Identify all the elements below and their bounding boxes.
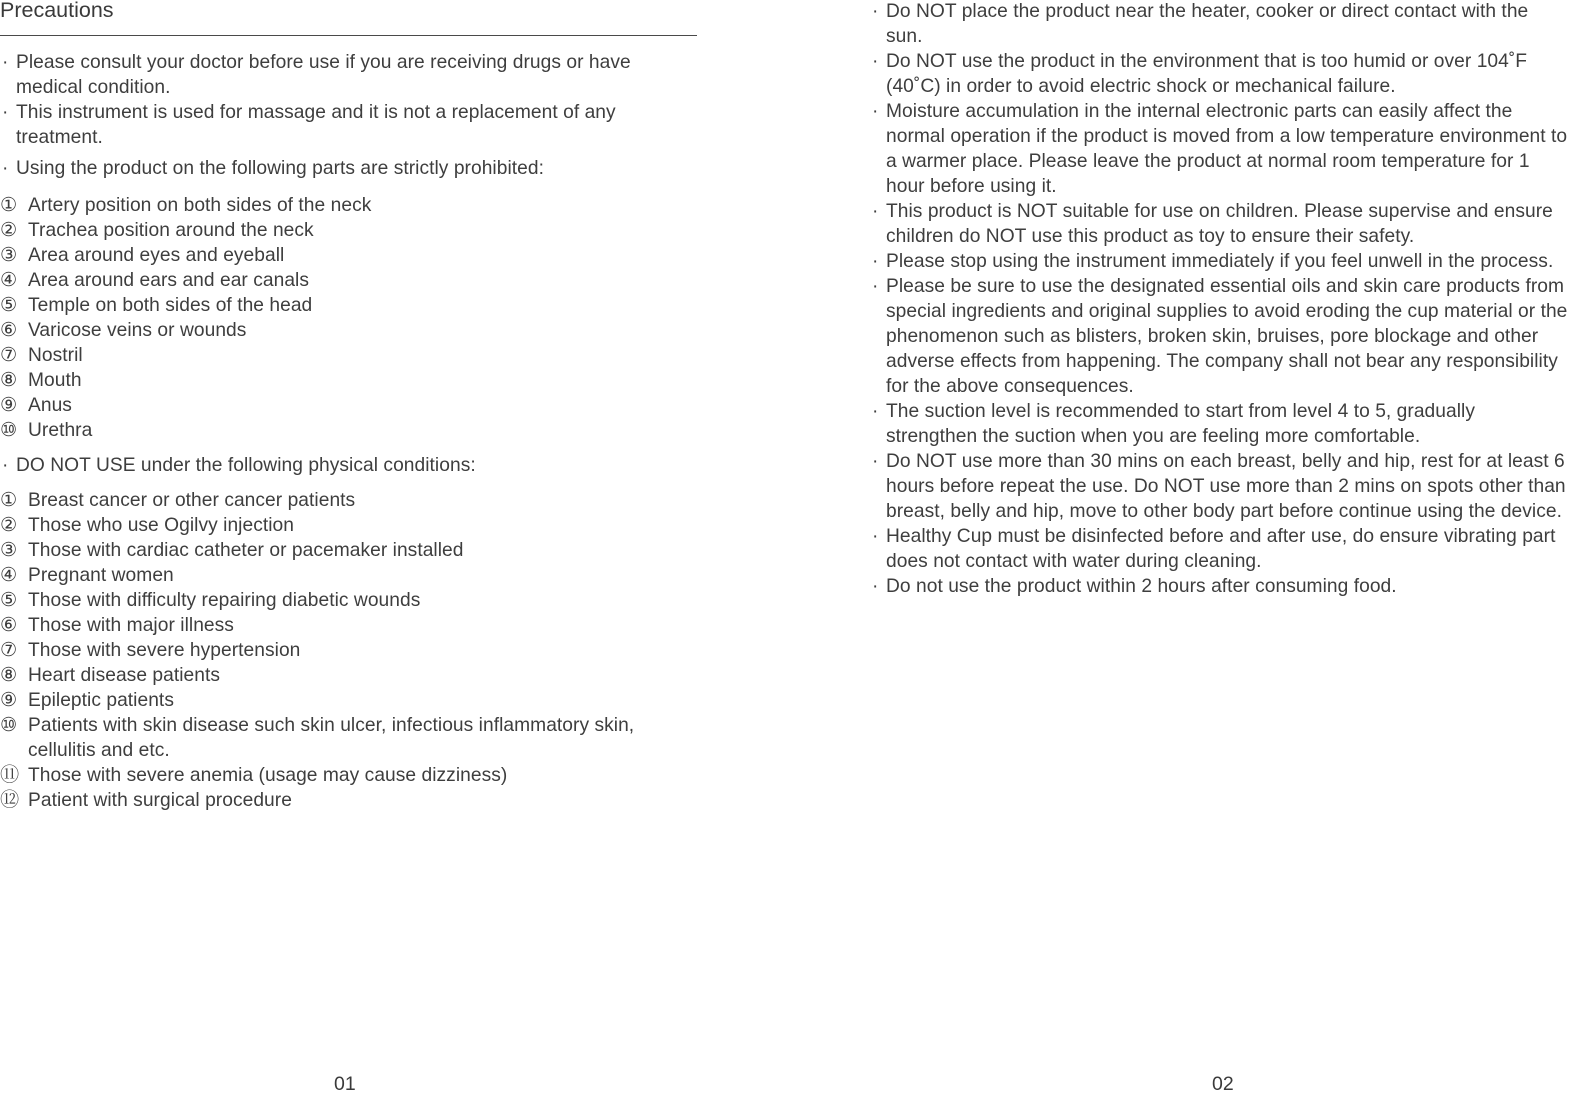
bullet-item: · Do NOT use more than 30 mins on each breast, belly and hip, rest for at least 6 hours before repeat the use. Do NOT use more than 2 mins on spots other than breast, belly and hip, move to other body part before continue using the device. <box>870 449 1570 524</box>
list-item-text: Patient with surgical procedure <box>28 790 292 811</box>
list-number: ⑦ <box>0 345 18 366</box>
list-item <box>0 788 700 813</box>
list-item-text: Those who use Ogilvy injection <box>28 515 294 536</box>
list-item <box>0 318 700 343</box>
list-number: ⑦ <box>0 640 18 661</box>
list-number: ⑥ <box>0 615 18 636</box>
list-number: ③ <box>0 540 18 561</box>
list-number: ⑫ <box>0 790 20 811</box>
list-number: ① <box>0 490 18 511</box>
bullet-item: · Using the product on the following parts are strictly prohibited: <box>0 156 700 181</box>
bullet-item: · The suction level is recommended to start from level 4 to 5, gradually strengthen the suction when you are feeling more comfortable. <box>870 399 1570 449</box>
list-number: ⑩ <box>0 420 18 441</box>
bullet-item: · Please consult your doctor before use if you are receiving drugs or have medical condition. <box>0 50 700 100</box>
list-item <box>0 418 700 443</box>
list-item-text: Those with difficulty repairing diabetic wounds <box>28 590 421 611</box>
list-item <box>0 763 700 788</box>
list-item <box>0 513 700 538</box>
list-item-text: Anus <box>28 395 72 416</box>
list-item <box>0 243 700 268</box>
right-page <box>870 0 1570 1093</box>
left-page <box>0 0 700 1093</box>
conditions-list <box>0 488 700 813</box>
list-item-text: Area around ears and ear canals <box>28 270 310 291</box>
list-item-text: Patients with skin disease such skin ulcer, infectious inflammatory skin, cellulitis and etc. <box>28 715 635 761</box>
bullet-item: · Please stop using the instrument immediately if you feel unwell in the process. <box>870 249 1570 274</box>
list-item <box>0 613 700 638</box>
list-number: ⑨ <box>0 690 18 711</box>
list-item <box>0 713 700 763</box>
title-divider <box>0 35 697 36</box>
list-number: ② <box>0 515 18 536</box>
list-item <box>0 688 700 713</box>
page-title: Precautions <box>0 0 114 22</box>
list-item <box>0 293 700 318</box>
intro-bullets <box>0 50 700 150</box>
list-number: ⑩ <box>0 715 18 736</box>
list-number: ⑥ <box>0 320 18 341</box>
list-number: ⑨ <box>0 395 18 416</box>
list-item-text: Temple on both sides of the head <box>28 295 313 316</box>
list-item <box>0 638 700 663</box>
list-item-text: Urethra <box>28 420 93 441</box>
list-item-text: Heart disease patients <box>28 665 221 686</box>
bullet-item: · Moisture accumulation in the internal electronic parts can easily affect the normal operation if the product is moved from a low temperature environment to a warmer place. Please leave the product at normal room temperature for 1 hour before using it. <box>870 99 1570 199</box>
list-item <box>0 538 700 563</box>
list-item-text: Mouth <box>28 370 82 391</box>
bullet-item: · Do not use the product within 2 hours after consuming food. <box>870 574 1570 599</box>
list-item-text: Varicose veins or wounds <box>28 320 247 341</box>
page-number: 01 <box>334 1073 356 1095</box>
list-item-text: Those with major illness <box>28 615 234 636</box>
list-number: ③ <box>0 245 18 266</box>
list-item <box>0 588 700 613</box>
list-number: ⑧ <box>0 665 18 686</box>
list-item <box>0 368 700 393</box>
page-number: 02 <box>1212 1073 1234 1095</box>
bullet-item: · DO NOT USE under the following physical conditions: <box>0 453 700 478</box>
list-number: ④ <box>0 565 18 586</box>
list-item-text: Trachea position around the neck <box>28 220 314 241</box>
list-item-text: Epileptic patients <box>28 690 174 711</box>
list-number: ⑤ <box>0 590 18 611</box>
bullet-item: · This instrument is used for massage and it is not a replacement of any treatment. <box>0 100 700 150</box>
list-item <box>0 343 700 368</box>
list-number: ① <box>0 195 18 216</box>
list-item-text: Those with severe hypertension <box>28 640 301 661</box>
list-item <box>0 268 700 293</box>
list-item-text: Breast cancer or other cancer patients <box>28 490 356 511</box>
list-item-text: Those with cardiac catheter or pacemaker installed <box>28 540 464 561</box>
bullet-item: · Do NOT place the product near the heater, cooker or direct contact with the sun. <box>870 0 1570 49</box>
list-item <box>0 218 700 243</box>
list-number: ⑤ <box>0 295 18 316</box>
list-item <box>0 488 700 513</box>
bullet-item: · Healthy Cup must be disinfected before and after use, do ensure vibrating part does not contact with water during cleaning. <box>870 524 1570 574</box>
list-item <box>0 663 700 688</box>
bullet-item: · Do NOT use the product in the environment that is too humid or over 104˚F (40˚C) in order to avoid electric shock or mechanical failure. <box>870 49 1570 99</box>
list-item-text: Those with severe anemia (usage may cause dizziness) <box>28 765 508 786</box>
conditions-heading <box>0 453 700 478</box>
list-item-text: Artery position on both sides of the neck <box>28 195 372 216</box>
list-item-text: Pregnant women <box>28 565 174 586</box>
list-number: ④ <box>0 270 18 291</box>
prohibited-heading <box>0 156 700 181</box>
list-item <box>0 193 700 218</box>
bullet-item: · This product is NOT suitable for use on children. Please supervise and ensure children do NOT use this product as toy to ensure their safety. <box>870 199 1570 249</box>
bullet-item: · Please be sure to use the designated essential oils and skin care products from special ingredients and original supplies to avoid eroding the cup material or the phenomenon such as blisters, broken skin, bruises, pore blockage and other adverse effects from happening. The company shall not bear any responsibility for the above consequences. <box>870 274 1570 399</box>
list-number: ② <box>0 220 18 241</box>
list-item <box>0 563 700 588</box>
list-item <box>0 393 700 418</box>
precaution-bullets <box>870 0 1570 599</box>
prohibited-list <box>0 193 700 443</box>
list-number: ⑧ <box>0 370 18 391</box>
list-number: ⑪ <box>0 765 20 786</box>
list-item-text: Area around eyes and eyeball <box>28 245 285 266</box>
list-item-text: Nostril <box>28 345 83 366</box>
